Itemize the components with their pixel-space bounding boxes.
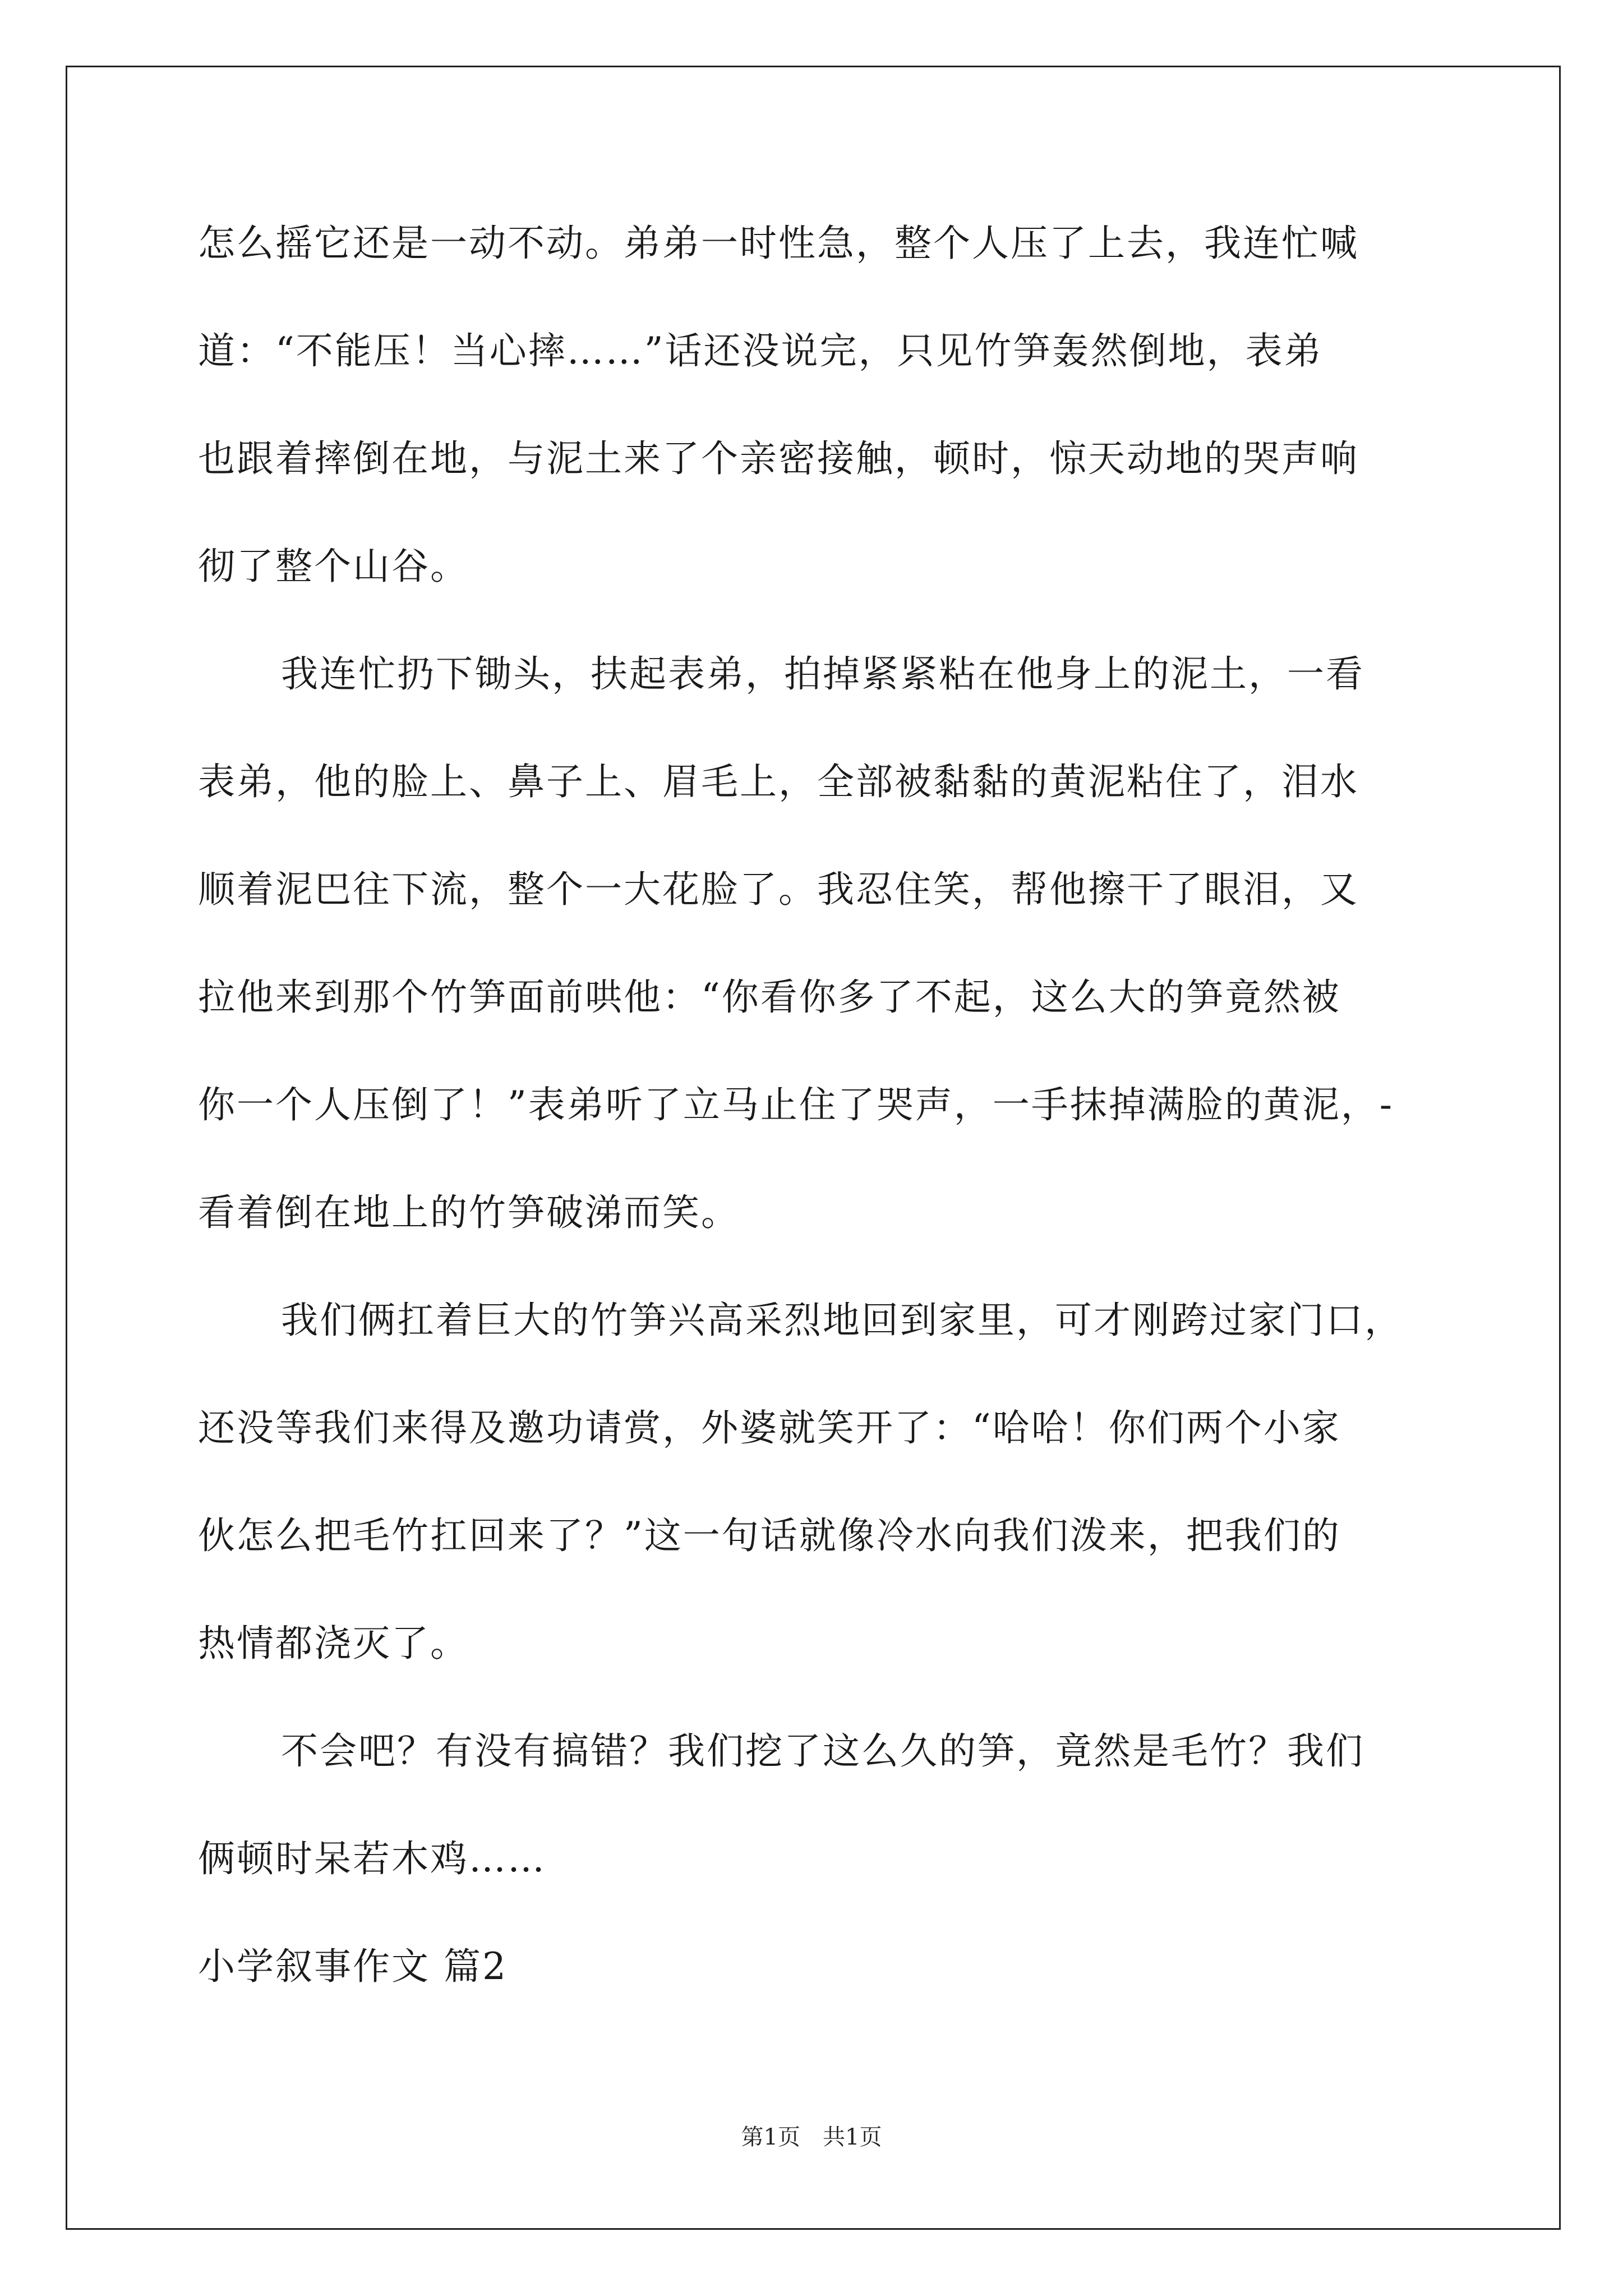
- text-line: 表弟，他的脸上、鼻子上、眉毛上，全部被黏黏的黄泥粘住了，泪水: [198, 760, 1359, 803]
- page-number-current: 第1页: [741, 2124, 800, 2150]
- text-line: 道：“不能压！当心摔……”话还没说完，只见竹笋轰然倒地，表弟: [198, 329, 1323, 372]
- text-line: 也跟着摔倒在地，与泥土来了个亲密接触，顿时，惊天动地的哭声响: [198, 437, 1359, 480]
- paragraph-first-line: 不会吧？有没有搞错？我们挖了这么久的笋，竟然是毛竹？我们: [281, 1729, 1364, 1773]
- paragraph-first-line: 我们俩扛着巨大的竹笋兴高采烈地回到家里，可才刚跨过家门口，: [281, 1299, 1403, 1342]
- text-line: 看着倒在地上的竹笋破涕而笑。: [198, 1191, 740, 1234]
- text-line: 俩顿时呆若木鸡……: [198, 1837, 546, 1880]
- text-line: 你一个人压倒了！”表弟听了立马止住了哭声，一手抹掉满脸的黄泥，-: [198, 1083, 1394, 1126]
- text-line: 怎么摇它还是一动不动。弟弟一时性急，整个人压了上去，我连忙喊: [198, 222, 1359, 265]
- text-line: 拉他来到那个竹笋面前哄他：“你看你多了不起，这么大的笋竟然被: [198, 976, 1341, 1019]
- text-line: 还没等我们来得及邀功请赏，外婆就笑开了：“哈哈！你们两个小家: [198, 1406, 1341, 1450]
- section-heading: 小学叙事作文 篇2: [198, 1945, 508, 1988]
- paragraph-first-line: 我连忙扔下锄头，扶起表弟，拍掉紧紧粘在他身上的泥土，一看: [281, 652, 1364, 696]
- text-line: 热情都浇灭了。: [198, 1622, 469, 1665]
- text-line: 伙怎么把毛竹扛回来了？”这一句话就像冷水向我们泼来，把我们的: [198, 1514, 1341, 1557]
- page-footer: [0, 2122, 1623, 2153]
- text-line: 顺着泥巴往下流，整个一大花脸了。我忍住笑，帮他擦干了眼泪，又: [198, 868, 1359, 911]
- text-line: 彻了整个山谷。: [198, 545, 469, 588]
- document-body: [198, 216, 1432, 1994]
- page-number-total: 共1页: [823, 2124, 882, 2150]
